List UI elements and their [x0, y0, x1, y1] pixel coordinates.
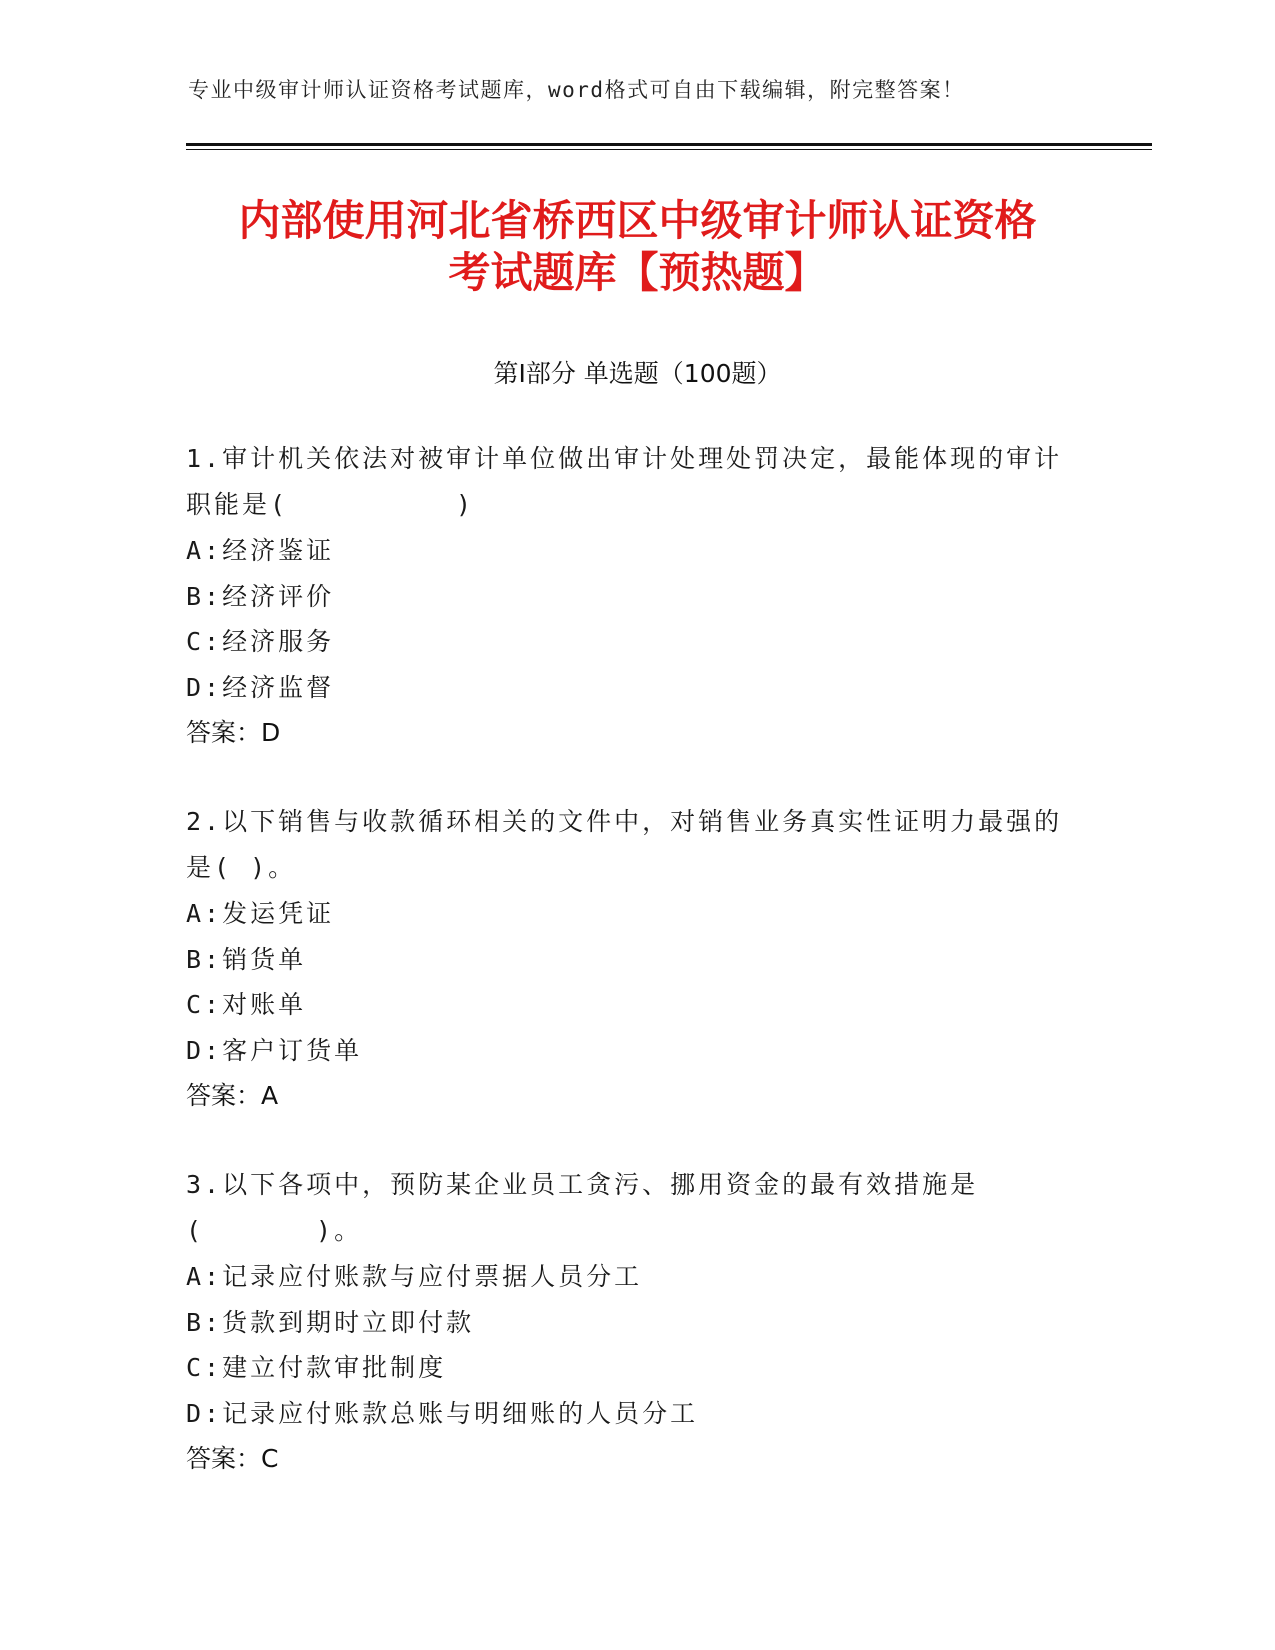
- answer: 答案：D: [186, 718, 281, 747]
- section-heading: 第Ⅰ部分 单选题（100题）: [493, 359, 782, 388]
- option-b: B:货款到期时立即付款: [186, 1307, 475, 1337]
- option-a: A:发运凭证: [186, 899, 335, 928]
- option-d: D:经济监督: [186, 672, 335, 702]
- option-d: D:客户订货单: [186, 1035, 363, 1065]
- question-1: [186, 436, 1066, 756]
- question-stem: 3.以下各项中，预防某企业员工贪污、挪用资金的最有效措施是( )。: [186, 1170, 979, 1245]
- question-2: [186, 799, 1066, 1119]
- title-line-1: 内部使用河北省桥西区中级审计师认证资格: [238, 196, 1037, 245]
- option-c: C:建立付款审批制度: [186, 1353, 447, 1382]
- option-a: A:经济鉴证: [186, 536, 335, 565]
- option-c: C:经济服务: [186, 627, 335, 656]
- title-line-2: 考试题库【预热题】: [448, 248, 827, 297]
- document-title: [150, 195, 1125, 299]
- option-a: A:记录应付账款与应付票据人员分工: [186, 1262, 643, 1291]
- option-d: D:记录应付账款总账与明细账的人员分工: [186, 1398, 699, 1428]
- answer: 答案：A: [186, 1081, 279, 1110]
- header-note: 专业中级审计师认证资格考试题库，word格式可自由下载编辑，附完整答案！: [188, 78, 965, 102]
- question-stem: 2.以下销售与收款循环相关的文件中，对销售业务真实性证明力最强的是( )。: [186, 807, 1063, 882]
- question-list: [186, 436, 1066, 1525]
- question-stem: 1.审计机关依法对被审计单位做出审计处理处罚决定，最能体现的审计职能是( ): [186, 444, 1063, 519]
- option-b: B:经济评价: [186, 581, 335, 611]
- header-rule-thick: [186, 143, 1152, 146]
- answer: 答案：C: [186, 1444, 279, 1473]
- question-3: [186, 1162, 1066, 1482]
- header-rule-thin: [186, 149, 1152, 150]
- option-b: B:销货单: [186, 944, 307, 974]
- option-c: C:对账单: [186, 990, 307, 1019]
